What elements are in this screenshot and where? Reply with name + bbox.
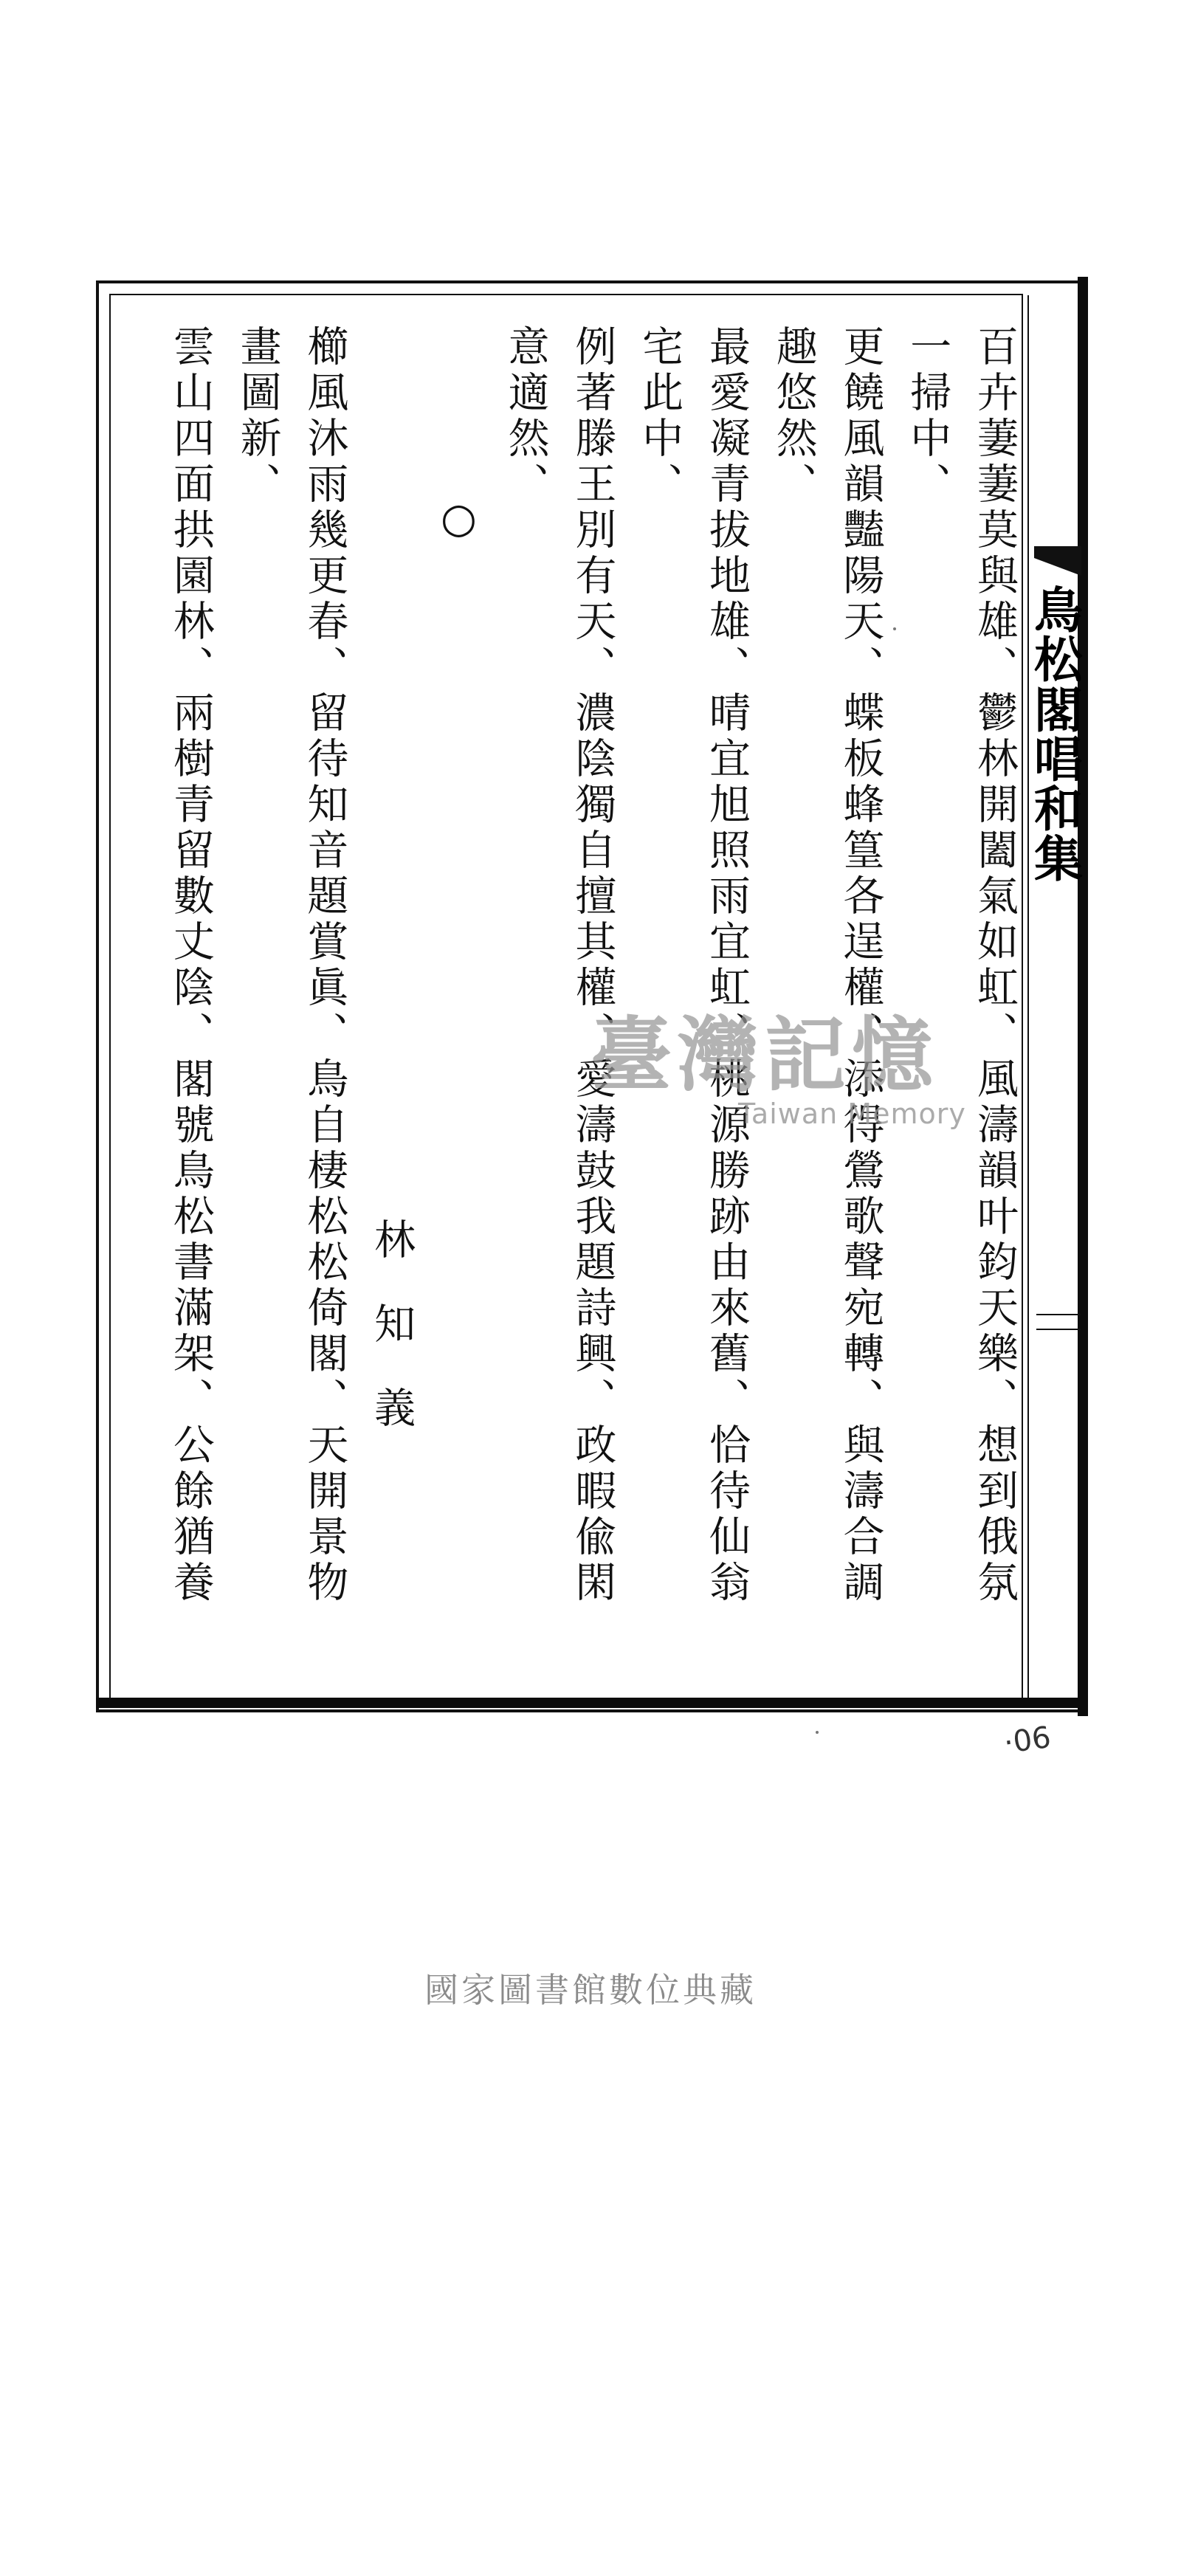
text-column: 例著滕王別有天、濃陰獨自擅其權、愛濤鼓我題詩興、政暇偸閑 [568,325,617,1606]
spine-char: 松 [1034,631,1083,689]
text-column: 意適然、 [501,325,550,508]
spine-rule [1036,1314,1081,1315]
scan-speck [893,627,896,630]
page-number: ·06 [1002,1720,1053,1761]
spine-char: 閣 [1034,681,1083,739]
text-column: 一掃中、 [903,325,952,508]
author-name: 林知義 [368,1218,416,1470]
spine-char: 唱 [1034,730,1083,788]
text-column: 更饒風韻豔陽天、蝶板蜂篁各逞權、添得鶯歌聲宛轉、與濤合調 [836,325,885,1606]
footer-credit: 國家圖書館數位典藏 [424,1970,757,2010]
text-column: 畫圖新、 [233,325,282,508]
spine-char: 集 [1034,830,1083,888]
watermark-chinese: 臺灣記憶 [590,1008,939,1103]
watermark-english: Taiwan Memory [738,1098,966,1130]
fish-tail-mark [1034,546,1081,576]
text-column: 宅此中、 [636,325,684,508]
bottom-border [96,1698,1088,1708]
spine-divider [1027,295,1029,1698]
text-column: 趣悠然、 [769,325,818,508]
section-circle-mark: ○ [434,495,483,547]
scan-speck [816,1731,819,1734]
spine-char: 鳥 [1034,582,1083,639]
spine-title [1033,546,1082,1329]
text-column: 最愛凝青拔地雄、晴宜旭照雨宜虹、桃源勝跡由來舊、恰待仙翁 [702,325,751,1606]
text-column: 百卉萋萋莫與雄、鬱林開闔氣如虹、風濤韻叶鈞天樂、想到俄氛 [971,325,1019,1606]
text-column: 雲山四面拱園林、兩樹青留數丈陰、閣號鳥松書滿架、公餘猶養 [166,325,215,1606]
spine-char: 和 [1034,780,1083,838]
spine-rule [1036,1329,1081,1330]
poem-text-area [144,325,1019,1683]
text-column: 櫛風沐雨幾更春、留待知音題賞眞、鳥自棲松松倚閣、天開景物 [300,325,349,1606]
